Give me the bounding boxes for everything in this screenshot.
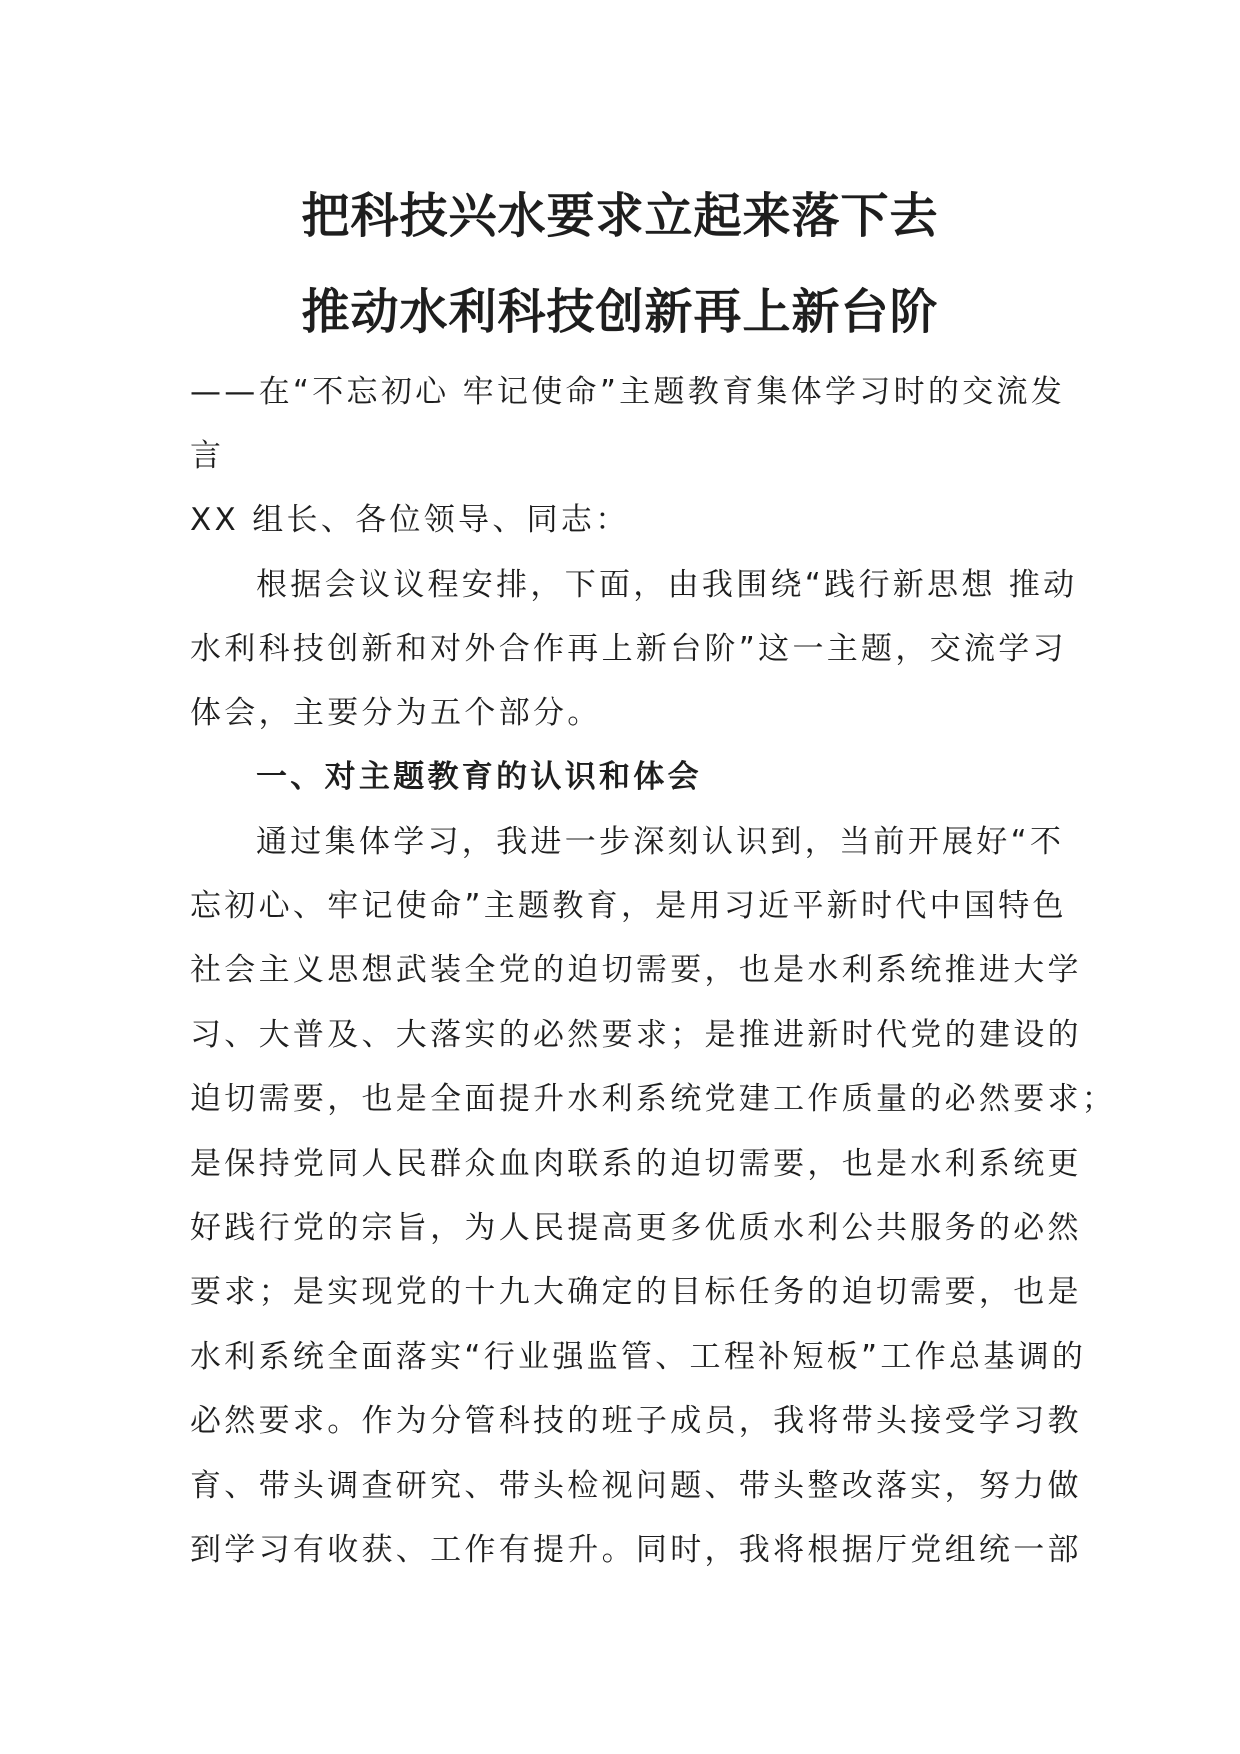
section-1-line: 要求；是实现党的十九大确定的目标任务的迫切需要，也是 <box>190 1274 1082 1310</box>
subtitle-line-1: ——在“不忘初心 牢记使命”主题教育集体学习时的交流发 <box>190 374 1066 410</box>
section-1-line: 必然要求。作为分管科技的班子成员，我将带头接受学习教 <box>190 1403 1082 1439</box>
title-line-1: 把科技兴水要求立起来落下去 <box>301 188 939 244</box>
intro-line: 体会，主要分为五个部分。 <box>190 695 602 731</box>
section-1-line: 忘初心、牢记使命”主题教育，是用习近平新时代中国特色 <box>190 888 1067 924</box>
section-1-line: 到学习有收获、工作有提升。同时，我将根据厅党组统一部 <box>190 1532 1082 1568</box>
section-1-heading: 一、对主题教育的认识和体会 <box>256 759 702 795</box>
section-1-line: 是保持党同人民群众血肉联系的迫切需要，也是水利系统更 <box>190 1146 1082 1182</box>
section-1-line: 好践行党的宗旨，为人民提高更多优质水利公共服务的必然 <box>190 1210 1082 1246</box>
section-1-line: 迫切需要，也是全面提升水利系统党建工作质量的必然要求； <box>190 1081 1117 1117</box>
section-1-line: 社会主义思想武装全党的迫切需要，也是水利系统推进大学 <box>190 952 1082 988</box>
intro-line: 水利科技创新和对外合作再上新台阶”这一主题，交流学习 <box>190 631 1067 667</box>
section-1-line: 水利系统全面落实“行业强监管、工程补短板”工作总基调的 <box>190 1339 1087 1375</box>
salutation: XX 组长、各位领导、同志： <box>190 502 630 538</box>
section-1-line: 育、带头调查研究、带头检视问题、带头整改落实，努力做 <box>190 1468 1082 1504</box>
section-1-line: 习、大普及、大落实的必然要求；是推进新时代党的建设的 <box>190 1017 1082 1053</box>
subtitle-line-2: 言 <box>190 438 225 474</box>
intro-line: 根据会议议程安排，下面，由我围绕“践行新思想 推动 <box>256 567 1078 603</box>
title-line-2: 推动水利科技创新再上新台阶 <box>301 284 939 340</box>
section-1-line: 通过集体学习，我进一步深刻认识到，当前开展好“不 <box>256 824 1065 860</box>
